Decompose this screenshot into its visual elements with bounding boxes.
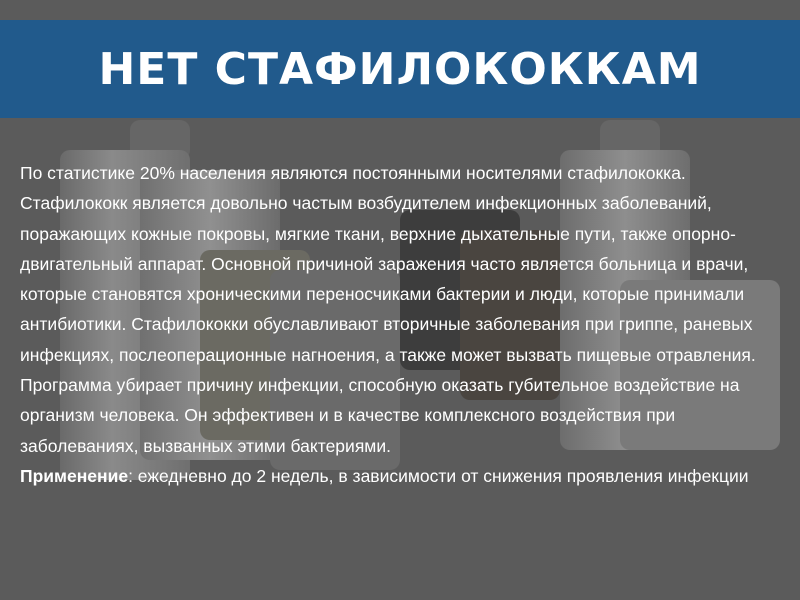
- description-block: [20, 158, 780, 491]
- usage-label: Применение: [20, 465, 129, 486]
- page-title: НЕТ СТАФИЛОКОККАМ: [98, 43, 702, 95]
- usage-paragraph: [20, 461, 780, 491]
- description-paragraph: По статистике 20% населения являются постоянными носителями стафилококка. Стафилококк является довольно частым возбудителем инфекционных заболеваний, поражающих кожные покровы, мягкие ткани, верхние дыхательные пути, также опорно-двигательный аппарат. Основной причиной заражения часто является больница и врачи, которые становятся хроническими переносчиками бактерии и люди, которые принимали антибиотики. Стафилококки обуславливают вторичные заболевания при гриппе, раневых инфекциях, послеоперационные нагноения, а также может вызвать пищевые отравления. Программа убирает причину инфекции, способную оказать губительное воздействие на организм человека. Он эффективен и в качестве комплексного воздействия при заболеваниях, вызванных этими бактериями.: [20, 163, 756, 456]
- title-banner: [0, 20, 800, 118]
- usage-text: : ежедневно до 2 недель, в зависимости от снижения проявления инфекции: [128, 465, 749, 486]
